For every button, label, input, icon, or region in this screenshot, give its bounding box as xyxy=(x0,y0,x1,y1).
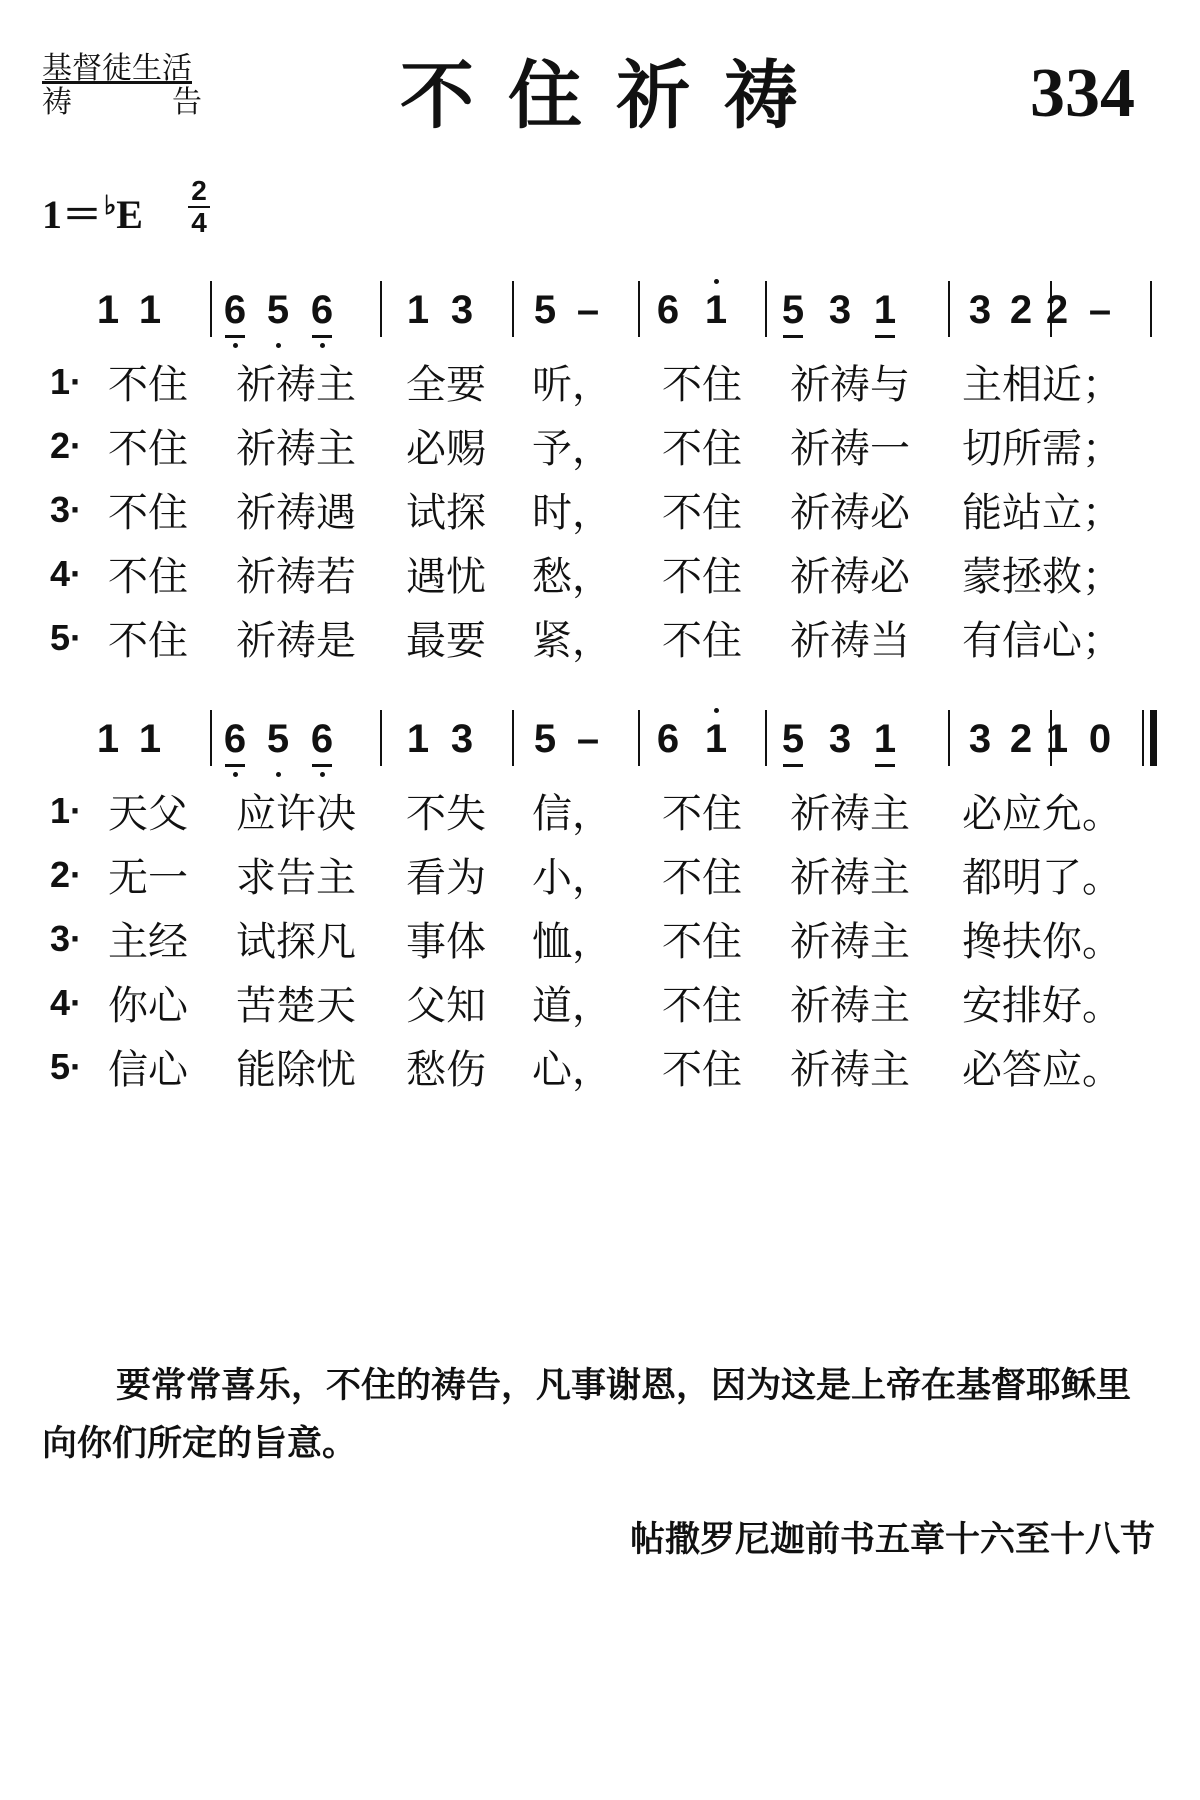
verse-number: 5· xyxy=(50,1046,83,1087)
lyric-text: 试探凡 xyxy=(236,919,356,965)
note: – xyxy=(576,288,600,332)
note: 1 xyxy=(96,717,120,761)
verse-line xyxy=(0,421,1200,485)
notation-staff-1 xyxy=(0,287,1200,367)
flat-icon: ♭ xyxy=(104,191,117,220)
lyric-text: 祈祷必 xyxy=(790,490,910,536)
note: 5 xyxy=(533,717,557,761)
note: 1 xyxy=(699,716,733,762)
category-label xyxy=(42,52,202,120)
lyric-text: 不住 xyxy=(662,791,742,837)
verse-number: 1· xyxy=(50,361,83,402)
note: 6 xyxy=(656,717,680,761)
lyric-text: 不住 xyxy=(108,554,188,600)
lyric-text: 试探 xyxy=(406,490,486,536)
lyric-text: 心， xyxy=(532,1047,612,1093)
note: 2 xyxy=(1045,288,1069,332)
note: 2 xyxy=(1009,288,1033,332)
note: 3 xyxy=(450,717,474,761)
lyric-text: 必赐 xyxy=(406,426,486,472)
hymn-title: 不住祈祷 xyxy=(400,53,832,139)
note: 1 xyxy=(868,287,902,333)
note: 1 xyxy=(699,287,733,333)
barline xyxy=(948,281,950,337)
lyric-text: 祈祷主 xyxy=(790,983,910,1029)
lyric-text: 你心 xyxy=(108,983,188,1029)
note: 5 xyxy=(533,288,557,332)
lyric-text: 祈祷主 xyxy=(790,1047,910,1093)
note: 5 xyxy=(776,716,810,762)
lyric-text: 事体 xyxy=(406,919,486,965)
note: 1 xyxy=(96,288,120,332)
lyric-text: 遇忧 xyxy=(406,554,486,600)
verse-line xyxy=(0,613,1200,677)
note: 2 xyxy=(1009,717,1033,761)
verse-line xyxy=(0,914,1200,978)
scripture-reference: 帖撒罗尼迦前书五章十六至十八节 xyxy=(629,1520,1155,1560)
barline xyxy=(948,710,950,766)
lyric-text: 无一 xyxy=(108,855,188,901)
note: 6 xyxy=(305,287,339,333)
lyrics-block-1 xyxy=(0,357,1200,677)
note: 5 xyxy=(776,287,810,333)
lyric-text: 苦楚天 xyxy=(236,983,356,1029)
note: – xyxy=(576,717,600,761)
barline xyxy=(638,710,640,766)
lyric-text: 祈祷主 xyxy=(790,919,910,965)
key-signature xyxy=(42,183,143,240)
verse-number: 2· xyxy=(50,854,83,895)
note: 3 xyxy=(828,288,852,332)
note: 5 xyxy=(261,287,295,333)
barline xyxy=(512,710,514,766)
note: 3 xyxy=(968,288,992,332)
lyric-text: 信心 xyxy=(108,1047,188,1093)
note: 1 xyxy=(1045,717,1069,761)
lyric-text: 不住 xyxy=(108,362,188,408)
lyric-text: 小， xyxy=(532,855,612,901)
note: 1 xyxy=(868,716,902,762)
verse-number: 3· xyxy=(50,489,83,530)
note: 1 xyxy=(406,288,430,332)
lyric-text: 祈祷是 xyxy=(236,618,356,664)
lyric-text: 不住 xyxy=(662,618,742,664)
lyric-text: 祈祷主 xyxy=(790,791,910,837)
lyric-text: 恤， xyxy=(532,919,612,965)
time-signature-bottom: 4 xyxy=(191,207,207,238)
lyric-text: 祈祷主 xyxy=(790,855,910,901)
verse-line xyxy=(0,357,1200,421)
lyrics-block-2 xyxy=(0,786,1200,1106)
lyric-text: 紧， xyxy=(532,618,612,664)
lyric-text: 求告主 xyxy=(236,855,356,901)
lyric-text: 道， xyxy=(532,983,612,1029)
verse-line xyxy=(0,978,1200,1042)
lyric-text: 祈祷主 xyxy=(236,362,356,408)
lyric-text: 安排好。 xyxy=(962,983,1122,1029)
key-prefix: 1＝ xyxy=(42,192,102,237)
lyric-text: 全要 xyxy=(406,362,486,408)
lyric-text: 不住 xyxy=(662,855,742,901)
lyric-text: 能站立； xyxy=(962,490,1122,536)
lyric-text: 父知 xyxy=(406,983,486,1029)
note: 6 xyxy=(218,716,252,762)
verse-number: 3· xyxy=(50,918,83,959)
note: 3 xyxy=(968,717,992,761)
lyric-text: 主相近； xyxy=(962,362,1122,408)
barline xyxy=(380,710,382,766)
key-letter: E xyxy=(116,192,143,237)
lyric-text: 必应允。 xyxy=(962,791,1122,837)
lyric-text: 祈祷若 xyxy=(236,554,356,600)
note: 3 xyxy=(450,288,474,332)
lyric-text: 愁伤 xyxy=(406,1047,486,1093)
lyric-text: 不住 xyxy=(662,919,742,965)
notation-staff-2 xyxy=(0,716,1200,796)
verse-number: 5· xyxy=(50,617,83,658)
verse-line xyxy=(0,549,1200,613)
note: 1 xyxy=(138,717,162,761)
lyric-text: 祈祷一 xyxy=(790,426,910,472)
barline xyxy=(765,710,767,766)
category-top: 基督徒生活 xyxy=(42,51,192,86)
note: 1 xyxy=(138,288,162,332)
verse-number: 2· xyxy=(50,425,83,466)
lyric-text: 不住 xyxy=(108,490,188,536)
verse-line xyxy=(0,850,1200,914)
lyric-text: 祈祷必 xyxy=(790,554,910,600)
lyric-text: 不住 xyxy=(662,983,742,1029)
verse-number: 1· xyxy=(50,790,83,831)
lyric-text: 搀扶你。 xyxy=(962,919,1122,965)
lyric-text: 都明了。 xyxy=(962,855,1122,901)
verse-number: 4· xyxy=(50,982,83,1023)
lyric-text: 不住 xyxy=(662,362,742,408)
note: – xyxy=(1088,288,1112,332)
lyric-text: 祈祷当 xyxy=(790,618,910,664)
barline xyxy=(1150,281,1152,337)
hymn-number: 334 xyxy=(1030,55,1135,132)
lyric-text: 听， xyxy=(532,362,612,408)
lyric-text: 天父 xyxy=(108,791,188,837)
lyric-text: 最要 xyxy=(406,618,486,664)
barline xyxy=(765,281,767,337)
verse-line xyxy=(0,485,1200,549)
lyric-text: 必答应。 xyxy=(962,1047,1122,1093)
lyric-text: 切所需； xyxy=(962,426,1122,472)
verse-line xyxy=(0,786,1200,850)
time-signature-top: 2 xyxy=(191,175,207,206)
lyric-text: 不住 xyxy=(662,554,742,600)
lyric-text: 予， xyxy=(532,426,612,472)
scripture-text: 要常常喜乐，不住的祷告，凡事谢恩，因为这是上帝在基督耶稣里向你们所定的旨意。 xyxy=(42,1366,1132,1464)
note: 6 xyxy=(656,288,680,332)
lyric-text: 应许决 xyxy=(236,791,356,837)
lyric-text: 能除忧 xyxy=(236,1047,356,1093)
lyric-text: 祈祷主 xyxy=(236,426,356,472)
lyric-text: 主经 xyxy=(108,919,188,965)
barline xyxy=(638,281,640,337)
note: 6 xyxy=(218,287,252,333)
barline xyxy=(380,281,382,337)
verse-line xyxy=(0,1042,1200,1106)
lyric-text: 不住 xyxy=(108,618,188,664)
lyric-text: 信， xyxy=(532,791,612,837)
lyric-text: 不住 xyxy=(662,426,742,472)
barline xyxy=(210,710,212,766)
note: 1 xyxy=(406,717,430,761)
lyric-text: 不住 xyxy=(662,1047,742,1093)
lyric-text: 时， xyxy=(532,490,612,536)
barline xyxy=(512,281,514,337)
lyric-text: 祈祷遇 xyxy=(236,490,356,536)
lyric-text: 蒙拯救； xyxy=(962,554,1122,600)
verse-number: 4· xyxy=(50,553,83,594)
final-barline-thin xyxy=(1142,710,1144,766)
note: 6 xyxy=(305,716,339,762)
lyric-text: 有信心； xyxy=(962,618,1122,664)
lyric-text: 祈祷与 xyxy=(790,362,910,408)
time-signature xyxy=(186,176,212,238)
note: 3 xyxy=(828,717,852,761)
category-bottom: 祷 告 xyxy=(42,85,202,120)
lyric-text: 不住 xyxy=(662,490,742,536)
barline xyxy=(210,281,212,337)
note: 5 xyxy=(261,716,295,762)
lyric-text: 愁， xyxy=(532,554,612,600)
note: 0 xyxy=(1088,717,1112,761)
lyric-text: 不失 xyxy=(406,791,486,837)
lyric-text: 看为 xyxy=(406,855,486,901)
lyric-text: 不住 xyxy=(108,426,188,472)
final-barline xyxy=(1150,710,1157,766)
